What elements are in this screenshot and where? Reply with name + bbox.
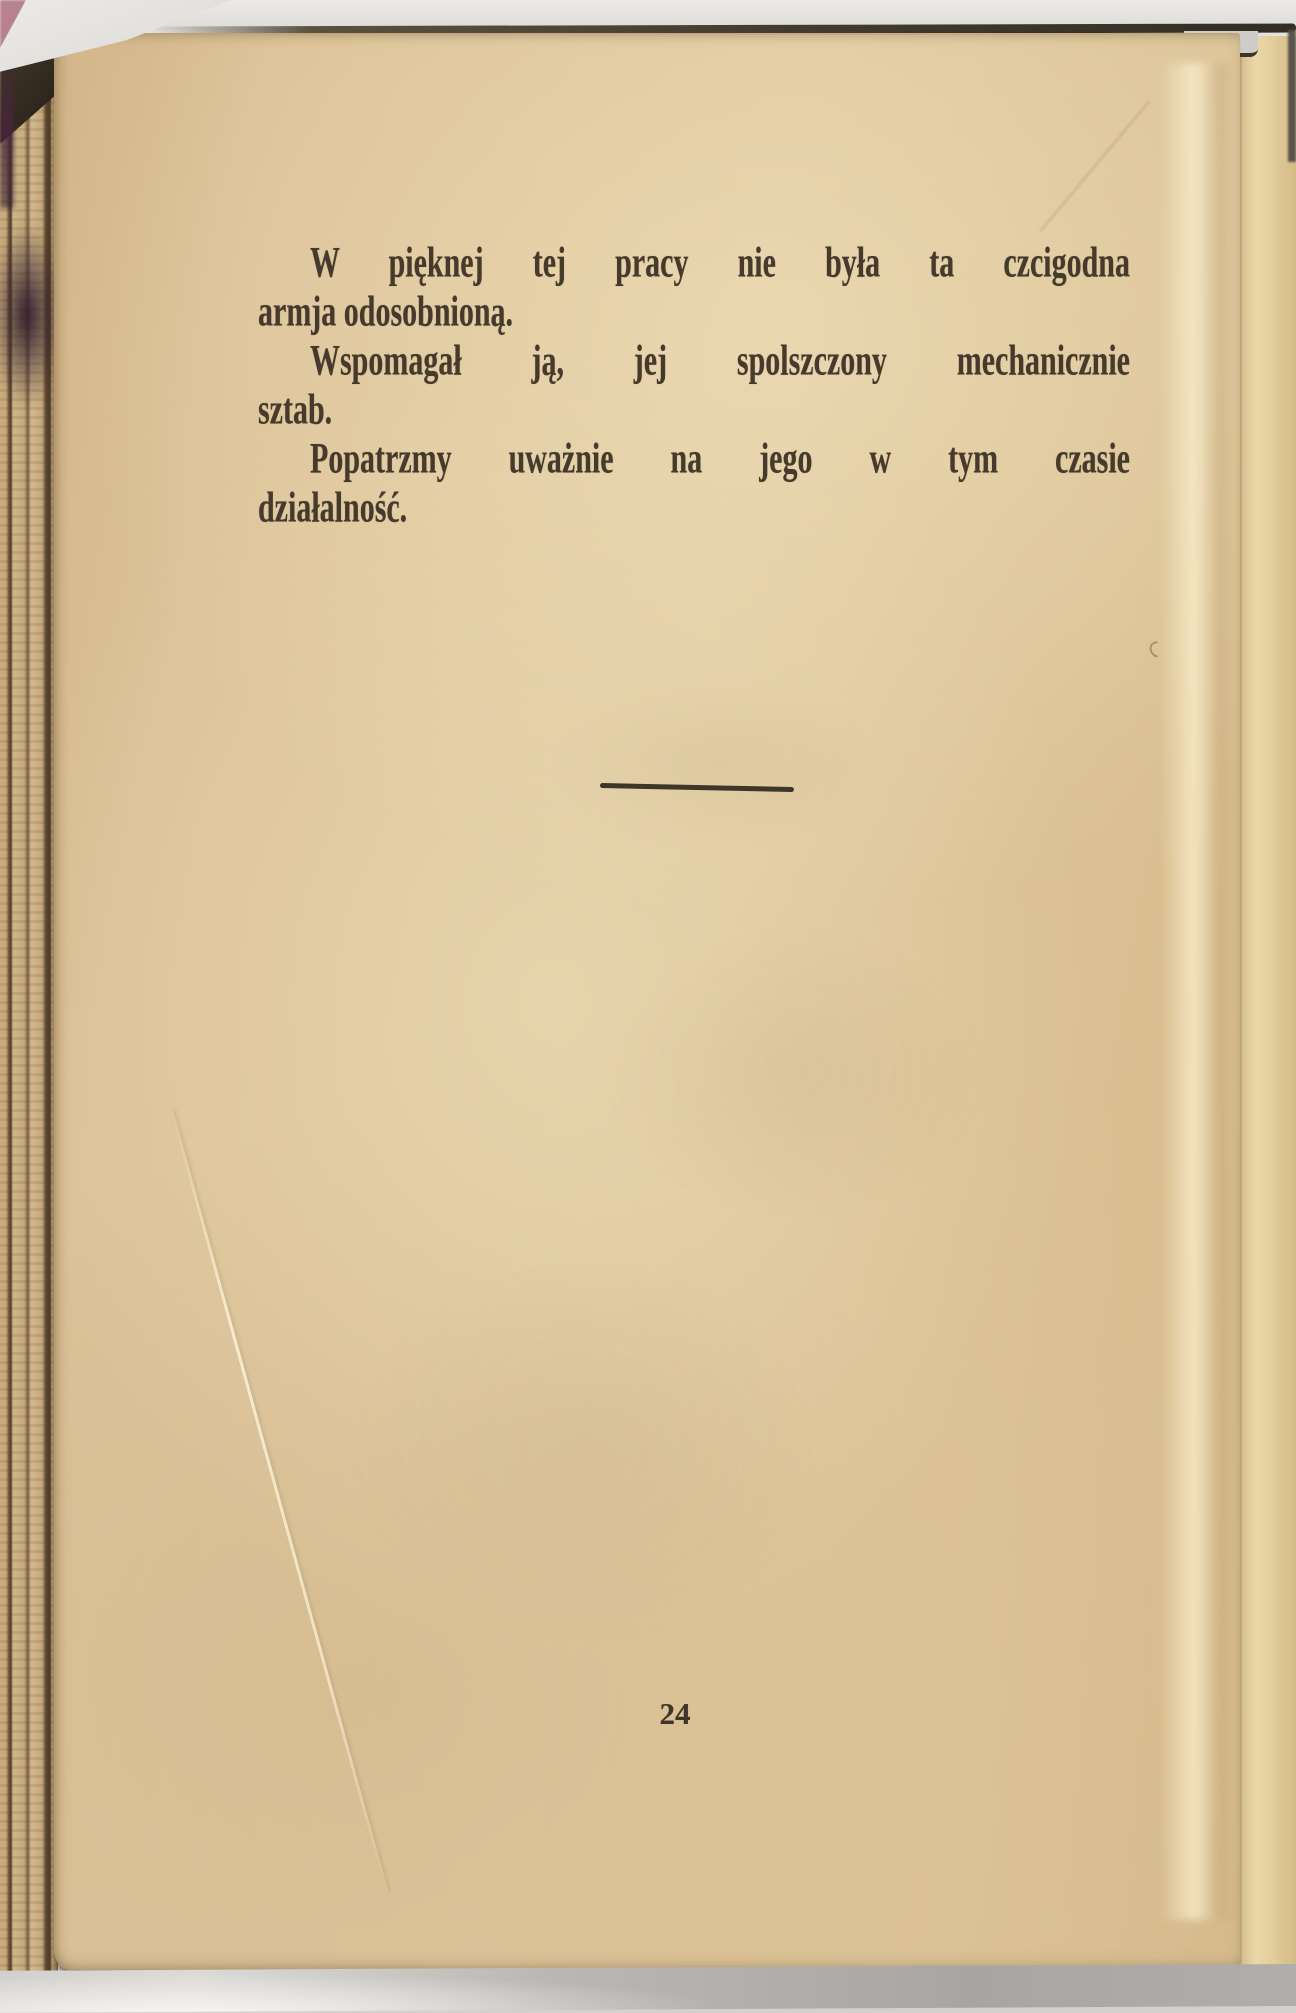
text-line: Popatrzmy uważnie na jego w tym czasie xyxy=(310,434,1130,483)
page-number: 24 xyxy=(659,1696,691,1731)
text-block xyxy=(258,238,1130,532)
background-bottom-strip xyxy=(0,1964,1296,2013)
text-line: armja odosobnioną. xyxy=(258,287,514,336)
crease-line-small xyxy=(1040,100,1151,232)
showthrough-blot xyxy=(554,683,874,843)
page-curl-highlight xyxy=(1160,63,1232,1920)
text-line: Wspomagał ją, jej spolszczony mechanicznie xyxy=(310,336,1130,385)
text-line: W pięknej tej pracy nie była ta czcigodna xyxy=(310,238,1130,287)
underlying-page-edge xyxy=(1234,36,1296,1976)
spine-shadow-sliver xyxy=(0,52,14,208)
text-line: sztab. xyxy=(258,385,333,434)
showthrough-blot xyxy=(604,933,984,1213)
right-edge-shadow xyxy=(1288,30,1296,162)
text-line: działalność. xyxy=(258,483,408,532)
book-page xyxy=(54,33,1240,1970)
showthrough-blot xyxy=(354,1263,814,1643)
